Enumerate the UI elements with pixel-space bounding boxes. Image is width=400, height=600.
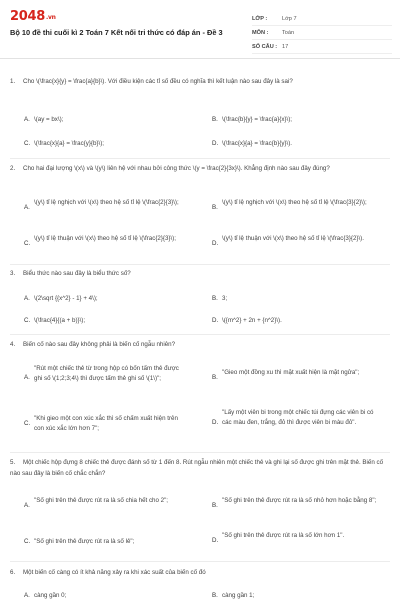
meta-row-count (252, 40, 392, 54)
question-divider (10, 561, 390, 562)
meta-row-class (252, 12, 392, 26)
option-letter: D. (212, 140, 219, 147)
option-text: \(2\sqrt {{x^2} - 1} + 4\); (34, 295, 98, 302)
option-letter: C. (24, 317, 31, 324)
question-divider (10, 158, 390, 159)
question-3-stem (10, 269, 385, 280)
option-text: \(\frac{x}{a} = \frac{y}{b}\); (34, 140, 104, 147)
document-title: Bộ 10 đề thi cuối kì 2 Toán 7 Kết nối tri thức có đáp án - Đề 3 (10, 28, 223, 37)
question-4-stem (10, 340, 385, 351)
meta-row-subject (252, 26, 392, 40)
option-text: \(y\) tỉ lệ nghịch với \(x\) theo hệ số tỉ lệ \(\frac{3}{2}\); (222, 199, 367, 206)
question-number: 3. (10, 270, 16, 277)
question-2-stem (10, 164, 385, 175)
option-text: "Rút một chiếc thẻ từ trong hộp có bốn tấm thẻ được ghi số \(1;2;3;4\) thì được tấm thẻ ghi số \(1\)"; (34, 365, 179, 382)
meta-label: SỐ CÂU : (252, 43, 278, 50)
option-letter: D. (212, 419, 219, 426)
question-1-stem (10, 77, 385, 88)
question-5-stem (10, 458, 385, 479)
option-text: "Lấy một viên bi trong một chiếc túi đựng các viên bi có các màu đen, trắng, đỏ thì được viên bi màu đỏ". (222, 409, 374, 426)
option-letter: B. (212, 374, 218, 381)
meta-label: LỚP : (252, 15, 268, 22)
option-letter: A. (24, 295, 30, 302)
question-divider (10, 452, 390, 453)
option-text: càng gần 1; (222, 592, 255, 599)
option-text: \(\frac{x}{a} = \frac{b}{y}\). (222, 140, 292, 147)
option-letter: D. (212, 537, 219, 544)
option-text: \(y\) tỉ lệ thuận với \(x\) theo hệ số tỉ lệ \(\frac{2}{3}\); (34, 235, 176, 242)
option-text: "Khi gieo một con xúc xắc thì số chấm xuất hiện trên con xúc xắc lớn hơn 7"; (34, 415, 178, 432)
meta-value: 17 (282, 43, 289, 50)
option-letter: A. (24, 374, 30, 381)
logo-tld: .vn (45, 14, 56, 21)
option-letter: A. (24, 502, 30, 509)
option-letter: C. (24, 420, 31, 427)
option-text: \(y\) tỉ lệ nghịch với \(x\) theo hệ số tỉ lệ \(\frac{2}{3}\); (34, 199, 179, 206)
question-text: Biểu thức nào sau đây là biểu thức số? (23, 270, 131, 277)
option-letter: D. (212, 240, 219, 247)
option-letter: A. (24, 592, 30, 599)
option-letter: A. (24, 204, 30, 211)
option-text: "Gieo một đồng xu thì mặt xuất hiện là mặt ngửa"; (222, 369, 360, 376)
option-text: "Số ghi trên thẻ được rút ra là số lớn hơn 1". (222, 532, 345, 539)
option-letter: B. (212, 592, 218, 599)
meta-info (252, 12, 392, 54)
option-text: \({m^2} + 2n + {n^2}\). (222, 317, 282, 324)
question-divider (10, 264, 390, 265)
option-text: \(ay = bx\); (34, 116, 64, 123)
option-text: "Số ghi trên thẻ được rút ra là số lẻ"; (34, 538, 135, 545)
question-text: Một chiếc hộp đựng 8 chiếc thẻ được đánh số từ 1 đến 8. Rút ngẫu nhiên một chiếc thẻ và ghi lại số được ghi trên mặt thẻ. Biến cố nào sau đây là biến cố chắc chắn? (10, 459, 384, 477)
question-text: Một biến cố càng có ít khả năng xảy ra khi xác suất của biến cố đó (23, 569, 206, 576)
question-number: 5. (10, 459, 16, 466)
option-text: 3; (222, 295, 228, 302)
question-number: 2. (10, 165, 16, 172)
option-letter: B. (212, 116, 218, 123)
option-letter: B. (212, 502, 218, 509)
meta-label: MÔN : (252, 29, 269, 36)
option-letter: C. (24, 538, 31, 545)
question-divider (10, 334, 390, 335)
page-header (0, 0, 400, 59)
logo-text: 2048 (10, 9, 45, 24)
option-letter: C. (24, 140, 31, 147)
option-text: "Số ghi trên thẻ được rút ra là số chia hết cho 2"; (34, 497, 169, 504)
question-number: 1. (10, 78, 16, 85)
option-text: "Số ghi trên thẻ được rút ra là số nhỏ hơn hoặc bằng 8"; (222, 497, 377, 504)
question-text: Cho hai đại lượng \(x\) và \(y\) liên hệ với nhau bởi công thức \(y = \frac{2}{3x}\). Khẳng định nào sau đây đúng? (23, 165, 330, 172)
question-text: Biến cố nào sau đây không phải là biến cố ngẫu nhiên? (23, 341, 176, 348)
option-letter: A. (24, 116, 30, 123)
meta-value: Toán (282, 29, 295, 36)
option-text: \(\frac{4}{(a + b)}\); (34, 317, 86, 324)
meta-value: Lớp 7 (282, 15, 297, 22)
option-letter: B. (212, 295, 218, 302)
option-letter: B. (212, 204, 218, 211)
question-6-stem (10, 568, 385, 579)
option-letter: D. (212, 317, 219, 324)
option-text: \(y\) tỉ lệ thuận với \(x\) theo hệ số tỉ lệ \(\frac{3}{2}\). (222, 235, 364, 242)
question-number: 6. (10, 569, 16, 576)
question-text: Cho \(\frac{x}{y} = \frac{a}{b}\). Với điều kiện các tỉ số đều có nghĩa thì kết luận nào sau đây là sai? (23, 78, 293, 85)
option-letter: C. (24, 240, 31, 247)
question-number: 4. (10, 341, 16, 348)
site-logo[interactable] (10, 9, 56, 24)
option-text: càng gần 0; (34, 592, 67, 599)
option-text: \(\frac{b}{y} = \frac{a}{x}\); (222, 116, 292, 123)
